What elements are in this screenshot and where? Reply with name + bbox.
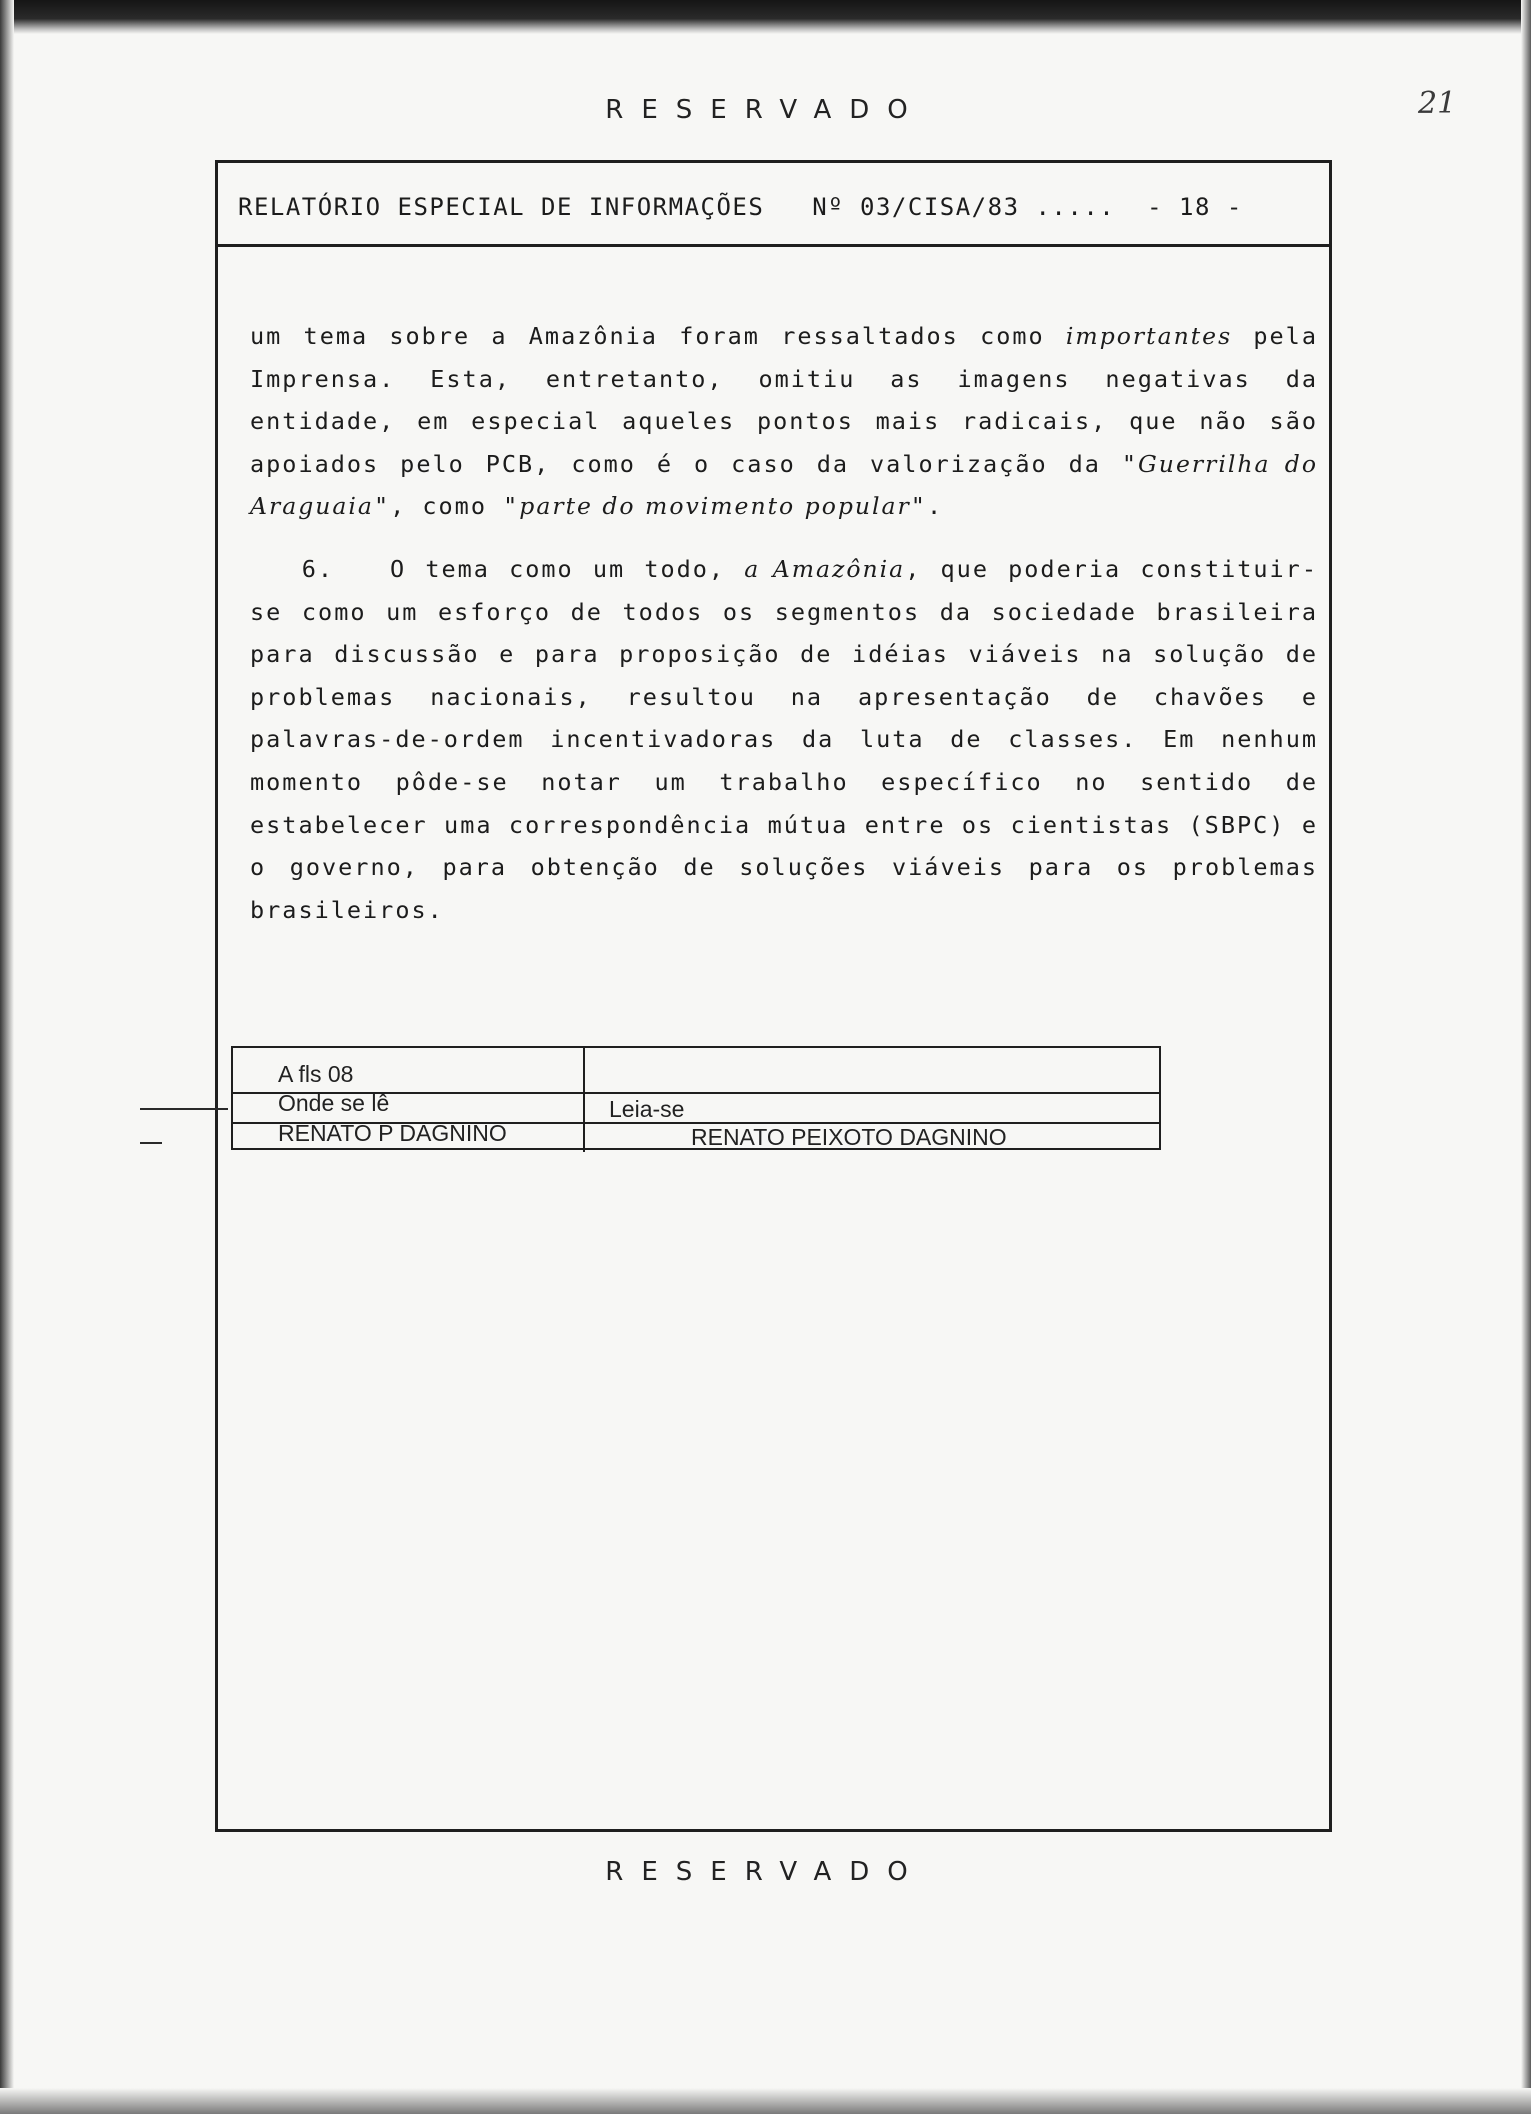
document-frame	[215, 160, 1332, 1832]
stamp-ref: A fls 08	[278, 1061, 354, 1087]
para-a-text-4: ".	[910, 492, 944, 521]
stamp-leia-value: RENATO PEIXOTO DAGNINO	[691, 1124, 1007, 1150]
stamp-divider	[583, 1048, 585, 1152]
para-a-emphasis-2: Guerrilha do Araguaia	[250, 449, 1318, 521]
stamp-onde-value: RENATO P DAGNINO	[278, 1120, 507, 1146]
report-header	[218, 163, 1329, 247]
para-a-emphasis-1: importantes	[1065, 322, 1233, 350]
scan-edge-top	[0, 0, 1531, 34]
report-page: - 18 -	[1147, 193, 1243, 221]
para-b-text-1: O tema como um todo,	[390, 554, 745, 583]
handwritten-page-number: 21	[1418, 86, 1457, 121]
scan-edge-left	[0, 0, 14, 2114]
report-number: Nº 03/CISA/83 .....	[812, 193, 1116, 221]
scan-edge-right	[1521, 0, 1531, 2114]
para-a-text-1: um tema sobre a Amazônia foram ressaltados como	[250, 322, 1066, 350]
para-a-emphasis-3: parte do movimento popular	[519, 492, 911, 521]
scan-edge-bottom	[0, 2088, 1531, 2114]
correction-stamp	[231, 1046, 1161, 1150]
report-body	[250, 315, 1318, 951]
classification-bottom: RESERVADO	[605, 1857, 926, 1887]
para-a-text-3: ", como "	[373, 492, 520, 521]
margin-mark	[140, 1108, 228, 1110]
para-a-text-2: pela Imprensa. Esta, entretanto, omitiu as imagens negativas da entidade, em especial aqueles pontos mais radicais, que não são apoiados pelo PCB, como é o caso da valorização da "	[250, 322, 1318, 478]
para-b-text-2: , que poderia constituir-se como um esforço de todos os segmentos da sociedade brasileira para discussão e para proposição de idéias viáveis na solução de problemas nacionais, resultou na apresentação de chavões e palavras-de-ordem incentivadoras da luta de classes. Em nenhum momento pôde-se notar um trabalho específico no sentido de estabelecer uma correspondência mútua entre os cientistas (SBPC) e o governo, para obtenção de soluções viáveis para os problemas brasileiros.	[250, 554, 1318, 924]
margin-mark	[140, 1142, 162, 1144]
stamp-leia-label: Leia-se	[609, 1096, 685, 1122]
paragraph-continuation	[250, 315, 1318, 528]
classification-top: RESERVADO	[605, 95, 926, 125]
report-title: RELATÓRIO ESPECIAL DE INFORMAÇÕES	[238, 193, 765, 221]
para-b-emphasis-1: a Amazônia	[744, 554, 906, 583]
stamp-onde-label: Onde se lê	[278, 1090, 390, 1116]
paragraph-number: 6.	[301, 554, 334, 583]
paragraph-6	[250, 548, 1318, 931]
